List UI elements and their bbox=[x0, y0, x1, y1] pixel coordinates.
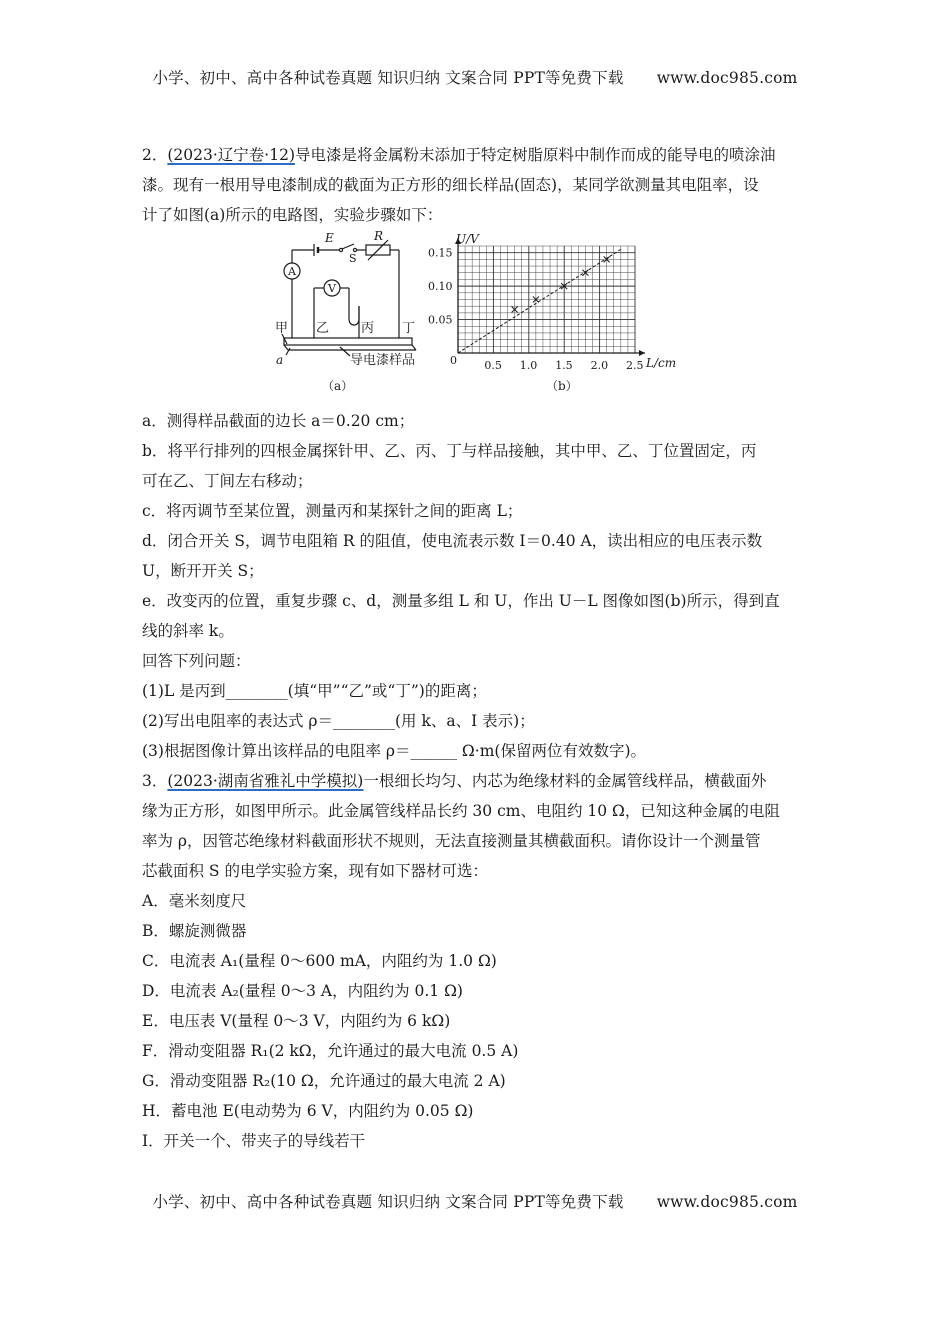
label-R: R bbox=[374, 230, 384, 243]
question-3: (3)根据图像计算出该样品的电阻率 ρ＝______ Ω·m(保留两位有效数字)。 bbox=[142, 742, 646, 760]
q3-line-1 bbox=[142, 766, 810, 796]
caption-a: （a） bbox=[322, 379, 354, 393]
label-E: E bbox=[325, 231, 334, 245]
q3-source: (2023·湖南省雅礼中学模拟) bbox=[167, 772, 364, 790]
x-tick-label: 2.0 bbox=[590, 359, 609, 372]
q3-number: 3． bbox=[142, 772, 168, 790]
step-b-2: 可在乙、丁间左右移动； bbox=[142, 472, 313, 490]
step-d-1: d．闭合开关 S，调节电阻箱 R 的阻值，使电流表示数 I＝0.40 A，读出相应的电压表示数 bbox=[142, 532, 763, 550]
ammeter-A: A bbox=[288, 265, 296, 278]
chart-points bbox=[512, 256, 610, 312]
label-S: S bbox=[349, 252, 357, 265]
chart-fit-line bbox=[458, 249, 621, 353]
option-item: C．电流表 A₁(量程 0～600 mA，内阻约为 1.0 Ω) bbox=[142, 952, 497, 970]
chart-xlabel: L/cm bbox=[646, 356, 677, 370]
q2-intro-2: 漆。现有一根用导电漆制成的截面为正方形的细长样品(固态)，某同学欲测量其电阻率，设 bbox=[142, 176, 759, 194]
x-tick-label: 2.5 bbox=[626, 359, 644, 372]
question-1: (1)L 是丙到________(填“甲”“乙”或“丁”)的距离； bbox=[142, 682, 487, 700]
header-site: www.doc985.com bbox=[656, 69, 798, 87]
edge-a-label: a bbox=[276, 353, 284, 367]
chart-ylabel: U/V bbox=[456, 232, 479, 246]
option-item: A．毫米刻度尺 bbox=[142, 892, 247, 910]
ul-chart bbox=[428, 230, 678, 400]
step-d-2: U，断开开关 S； bbox=[142, 562, 264, 580]
option-item: E．电压表 V(量程 0～3 V，内阻约为 6 kΩ) bbox=[142, 1012, 451, 1030]
probe-jia: 甲 bbox=[275, 321, 289, 336]
probe-yi: 乙 bbox=[316, 321, 330, 336]
q3-intro-4: 芯截面积 S 的电学实验方案，现有如下器材可选： bbox=[142, 862, 488, 880]
figure-row bbox=[142, 230, 810, 406]
q2-line-1 bbox=[142, 140, 810, 170]
chart-origin: 0 bbox=[450, 354, 457, 367]
x-axis-arrow bbox=[639, 350, 645, 356]
q3-intro-2: 缘为正方形，如图甲所示。此金属管线样品长约 30 cm、电阻约 10 Ω，已知这种金属的电阻 bbox=[142, 802, 780, 820]
option-item: B．螺旋测微器 bbox=[142, 922, 247, 940]
answer-intro: 回答下列问题： bbox=[142, 652, 251, 670]
q2-number: 2． bbox=[142, 146, 168, 164]
probe-ding: 丁 bbox=[402, 321, 416, 336]
step-e-1: e．改变丙的位置，重复步骤 c、d，测量多组 L 和 U，作出 U－L 图像如图(b)所示，得到直 bbox=[142, 592, 780, 610]
chart-caption: （b） bbox=[546, 379, 578, 393]
question-2: (2)写出电阻率的表达式 ρ＝________(用 k、a、I 表示)； bbox=[142, 712, 535, 730]
step-a: a．测得样品截面的边长 a＝0.20 cm； bbox=[142, 412, 415, 430]
x-tick-label: 1.0 bbox=[519, 359, 538, 372]
header-text: 小学、初中、高中各种试卷真题 知识归纳 文案合同 PPT等免费下载 bbox=[152, 69, 624, 87]
step-e-2: 线的斜率 k。 bbox=[142, 622, 234, 640]
document-body bbox=[142, 140, 810, 1156]
circuit-diagram bbox=[274, 230, 424, 400]
page-header bbox=[0, 66, 950, 88]
voltmeter-V: V bbox=[328, 282, 336, 295]
q2-source: (2023·辽宁卷·12) bbox=[167, 146, 295, 164]
x-tick-label: 0.5 bbox=[484, 359, 502, 372]
step-c: c．将丙调节至某位置，测量丙和某探针之间的距离 L； bbox=[142, 502, 523, 520]
option-item: I．开关一个、带夹子的导线若干 bbox=[142, 1132, 366, 1150]
step-b-1: b．将平行排列的四根金属探针甲、乙、丙、丁与样品接触，其中甲、乙、丁位置固定，丙 bbox=[142, 442, 757, 460]
q2-intro-3: 计了如图(a)所示的电路图，实验步骤如下： bbox=[142, 206, 443, 224]
option-item: D．电流表 A₂(量程 0～3 A，内阻约为 0.1 Ω) bbox=[142, 982, 463, 1000]
y-tick-label: 0.10 bbox=[428, 280, 453, 294]
y-tick-label: 0.15 bbox=[428, 246, 453, 260]
footer-text: 小学、初中、高中各种试卷真题 知识归纳 文案合同 PPT等免费下载 bbox=[152, 1193, 624, 1211]
option-item: G．滑动变阻器 R₂(10 Ω，允许通过的最大电流 2 A) bbox=[142, 1072, 506, 1090]
fit-line bbox=[458, 249, 621, 353]
y-tick-label: 0.05 bbox=[428, 313, 453, 327]
x-tick-label: 1.5 bbox=[555, 359, 573, 372]
option-item: F．滑动变阻器 R₁(2 kΩ，允许通过的最大电流 0.5 A) bbox=[142, 1042, 519, 1060]
probe-bing: 丙 bbox=[361, 321, 375, 336]
option-item: H．蓄电池 E(电动势为 6 V，内阻约为 0.05 Ω) bbox=[142, 1102, 474, 1120]
chart-grid bbox=[458, 246, 635, 353]
q2-intro-1: 导电漆是将金属粉末添加于特定树脂原料中制作而成的能导电的喷涂油 bbox=[295, 146, 776, 164]
q3-intro-3: 率为 ρ，因管芯绝缘材料截面形状不规则，无法直接测量其横截面积。请你设计一个测量管 bbox=[142, 832, 761, 850]
sample-label: 导电漆样品 bbox=[350, 353, 416, 368]
page-footer bbox=[0, 1190, 950, 1212]
q3-intro-1: 一根细长均匀、内芯为绝缘材料的金属管线样品，横截面外 bbox=[363, 772, 767, 790]
footer-site: www.doc985.com bbox=[656, 1193, 798, 1211]
